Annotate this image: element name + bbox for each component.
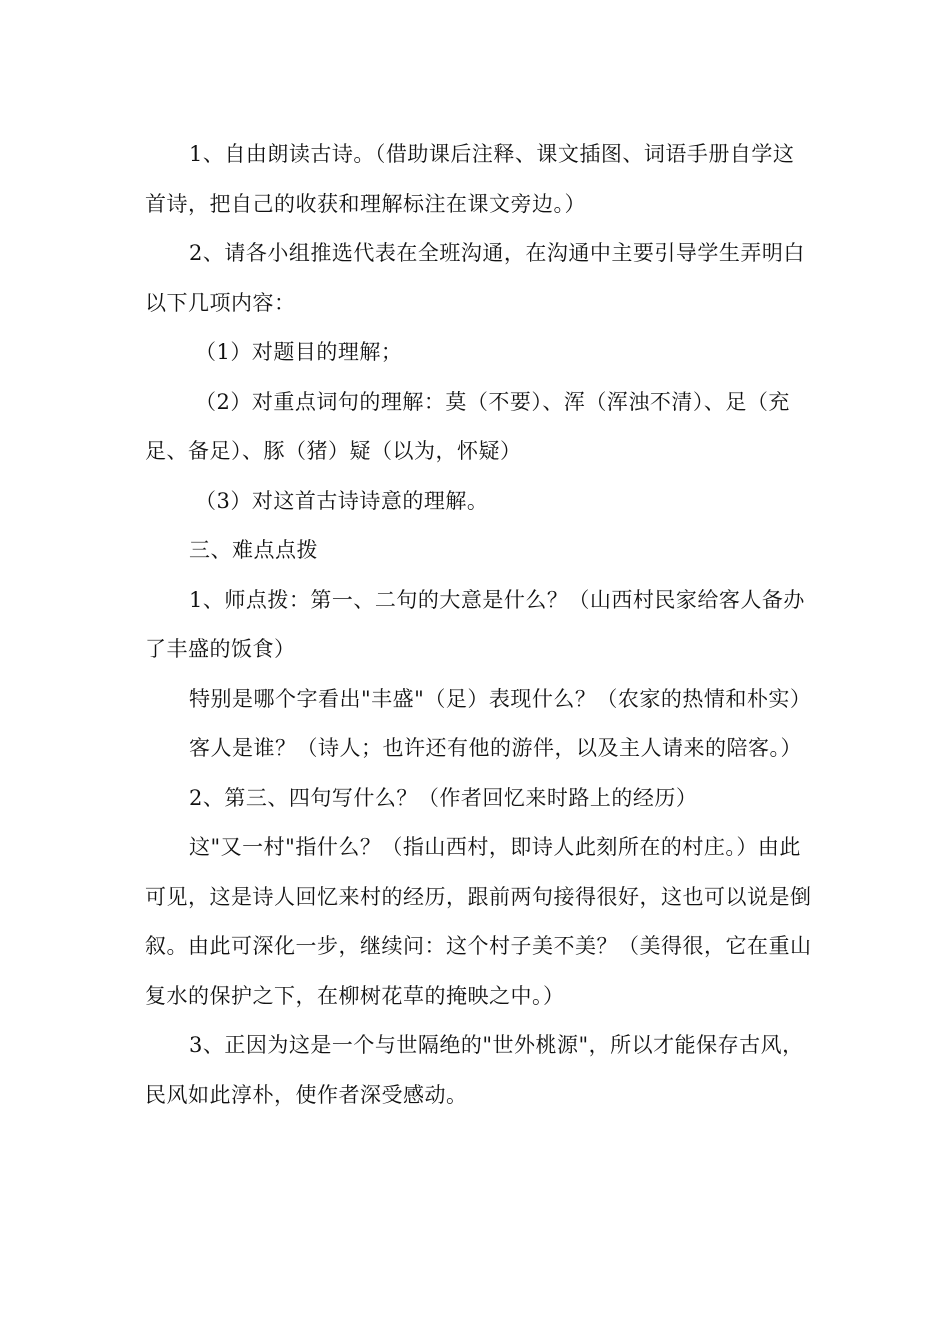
paragraph-paradise: 3、正因为这是一个与世隔绝的"世外桃源"，所以才能保存古风，民风如此淳朴，使作者深受感动。 <box>145 1033 804 1107</box>
paragraph-lines-three-four: 2、第三、四句写什么？（作者回忆来时路上的经历） <box>189 785 698 810</box>
document-body <box>145 130 815 1120</box>
paragraph-group-communication: 2、请各小组推选代表在全班沟通，在沟通中主要引导学生弄明白以下几项内容： <box>145 241 805 315</box>
paragraph-another-village: 这"又一村"指什么？（指山西村，即诗人此刻所在的村庄。）由此可见，这是诗人回忆来村的经历，跟前两句接得很好，这也可以说是倒叙。由此可深化一步，继续问：这个村子美不美？（美得很，它在重山复水的保护之下，在柳树花草的掩映之中。） <box>145 835 812 1008</box>
paragraph-which-word: 特别是哪个字看出"丰盛"（足）表现什么？（农家的热情和朴实） <box>189 686 812 711</box>
paragraph-item-title: （1）对题目的理解； <box>195 340 403 364</box>
section-heading-difficulty: 三、难点点拨 <box>189 538 318 562</box>
paragraph-free-reading: 1、自由朗读古诗。（借助课后注释、课文插图、词语手册自学这首诗，把自己的收获和理解标注在课文旁边。） <box>145 142 795 216</box>
paragraph-item-poem-meaning: （3）对这首古诗诗意的理解。 <box>195 488 489 513</box>
paragraph-teacher-guidance: 1、师点拨：第一、二句的大意是什么？（山西村民家给客人备办了丰盛的饭食） <box>145 587 805 661</box>
paragraph-who-is-guest: 客人是谁？（诗人；也许还有他的游伴，以及主人请来的陪客。） <box>189 736 802 760</box>
paragraph-item-key-words: （2）对重点词句的理解：莫（不要）、浑（浑浊不清）、足（充足、备足）、豚（猪）疑（以为，怀疑） <box>145 389 790 463</box>
